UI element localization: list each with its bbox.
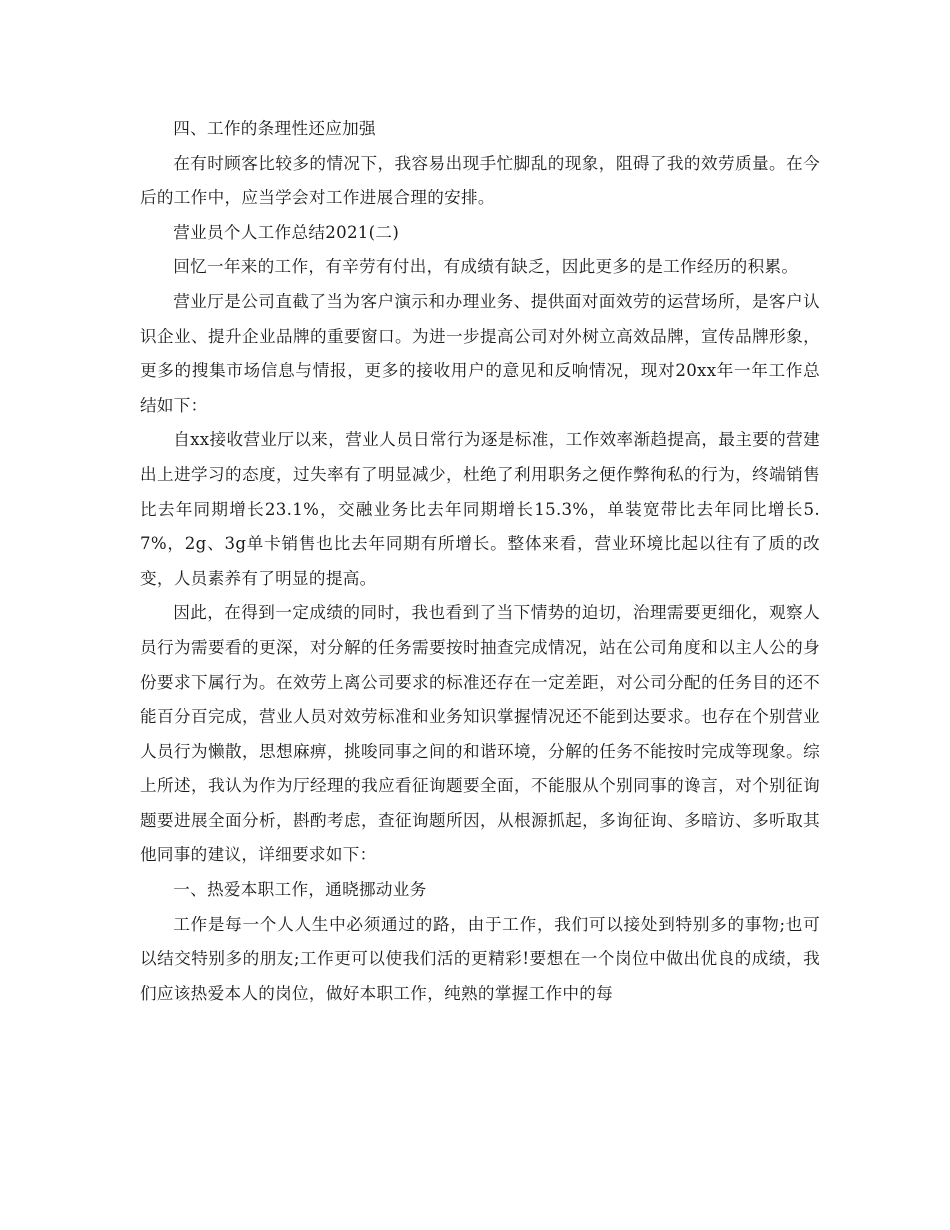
- document-body: [140, 112, 820, 1011]
- paragraph-performance: 自xx接收营业厅以来，营业人员日常行为逐是标准，工作效率渐趋提高，最主要的营建出上进学习的态度，过失率有了明显减少，杜绝了利用职务之便作弊徇私的行为，终端销售比去年同期增长23.1%，交融业务比去年同期增长15.3%，单装宽带比去年同比增长5.7%，2g、3g单卡销售也比去年同期有所增长。整体来看，营业环境比起以往有了质的改变，人员素养有了明显的提高。: [140, 430, 820, 588]
- paragraph-love-work: 工作是每一个人人生中必须通过的路，由于工作，我们可以接处到特别多的事物;也可以结交特别多的朋友;工作更可以使我们活的更精彩!要想在一个岗位中做出优良的成绩，我们应该热爱本人的岗位，做好本职工作，纯熟的掌握工作中的每: [140, 914, 820, 1003]
- section-heading-1: 一、热爱本职工作，通晓挪动业务: [173, 880, 427, 900]
- paragraph-business-hall: 营业厅是公司直截了当为客户演示和办理业务、提供面对面效劳的运营场所，是客户认识企业、提升企业品牌的重要窗口。为进一步提高公司对外树立高效品牌，宣传品牌形象，更多的搜集市场信息与情报，更多的接收用户的意见和反响情况，现对20xx年一年工作总结如下：: [140, 291, 820, 415]
- document-subtitle: 营业员个人工作总结2021(二): [173, 222, 400, 242]
- section-heading-4: 四、工作的条理性还应加强: [173, 119, 376, 138]
- paragraph-review: 回忆一年来的工作，有辛劳有付出，有成绩有缺乏，因此更多的是工作经历的积累。: [173, 257, 799, 277]
- paragraph-customer-rush: 在有时顾客比较多的情况下，我容易出现手忙脚乱的现象，阻碍了我的效劳质量。在今后的工作中，应当学会对工作进展合理的安排。: [140, 153, 820, 208]
- paragraph-improvement: 因此，在得到一定成绩的同时，我也看到了当下情势的迫切，治理需要更细化，观察人员行为需要看的更深，对分解的任务需要按时抽查完成情况，站在公司角度和以主人公的身份要求下属行为。在效劳上离公司要求的标准还存在一定差距，对公司分配的任务目的还不能百分百完成，营业人员对效劳标准和业务知识掌握情况还不能到达要求。也存在个别营业人员行为懒散，思想麻痹，挑唆同事之间的和谐环境，分解的任务不能按时完成等现象。综上所述，我认为作为厅经理的我应看征询题要全面，不能服从个别同事的谗言，对个别征询题要进展全面分析，斟酌考虑，查征询题所因，从根源抓起，多询征询、多暗访、多听取其他同事的建议，详细要求如下：: [140, 603, 820, 865]
